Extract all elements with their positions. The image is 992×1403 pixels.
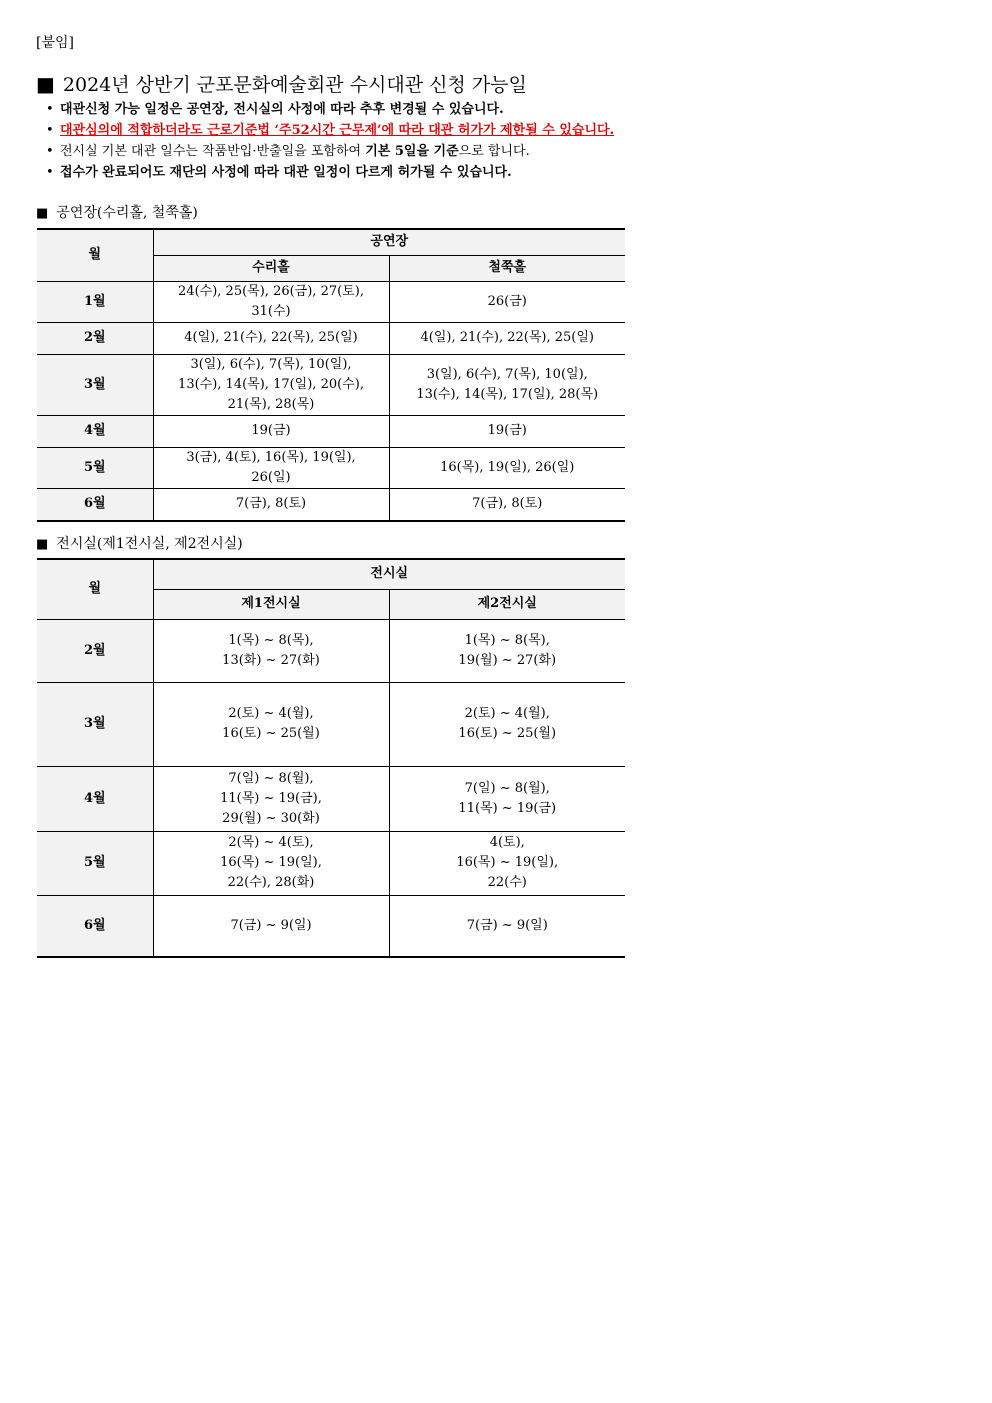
attachment-label: [붙임] bbox=[36, 35, 74, 51]
suri-hall-cell: 3(일), 6(수), 7(목), 10(일), 13(수), 14(목), 17(일), 20(수), 21(목), 28(목) bbox=[153, 354, 389, 415]
gallery-2-header: 제2전시실 bbox=[389, 589, 625, 619]
page-title-text: 2024년 상반기 군포문화예술회관 수시대관 신청 가능일 bbox=[62, 74, 527, 96]
suri-hall-cell: 7(금), 8(토) bbox=[153, 488, 389, 521]
notice-item bbox=[46, 162, 614, 183]
notice-item bbox=[46, 99, 614, 120]
exhibition-section-title bbox=[36, 533, 243, 553]
suri-hall-header: 수리홀 bbox=[153, 255, 389, 281]
table-row bbox=[37, 895, 625, 957]
cheoljjuk-hall-cell: 3(일), 6(수), 7(목), 10(일), 13(수), 14(목), 17(일), 28(목) bbox=[389, 354, 625, 415]
performance-group-header: 공연장 bbox=[153, 229, 625, 255]
cheoljjuk-hall-cell: 26(금) bbox=[389, 281, 625, 322]
table-row bbox=[37, 281, 625, 322]
gallery-2-cell: 7(일) ~ 8(월), 11(목) ~ 19(금) bbox=[389, 766, 625, 831]
cheoljjuk-hall-cell: 7(금), 8(토) bbox=[389, 488, 625, 521]
performance-schedule-table bbox=[37, 228, 625, 522]
suri-hall-cell: 24(수), 25(목), 26(금), 27(토), 31(수) bbox=[153, 281, 389, 322]
exhibition-schedule-table bbox=[37, 558, 625, 958]
month-cell: 1월 bbox=[37, 281, 153, 322]
gallery-2-cell: 7(금) ~ 9(일) bbox=[389, 895, 625, 957]
cheoljjuk-hall-cell: 16(목), 19(일), 26(일) bbox=[389, 447, 625, 488]
bullet-icon: • bbox=[46, 144, 54, 159]
gallery-1-cell: 2(토) ~ 4(월), 16(토) ~ 25(월) bbox=[153, 682, 389, 766]
suri-hall-cell: 3(금), 4(토), 16(목), 19(일), 26(일) bbox=[153, 447, 389, 488]
table-row bbox=[37, 322, 625, 354]
month-cell: 4월 bbox=[37, 766, 153, 831]
suri-hall-cell: 4(일), 21(수), 22(목), 25(일) bbox=[153, 322, 389, 354]
notice-item bbox=[46, 141, 614, 162]
gallery-1-cell: 7(금) ~ 9(일) bbox=[153, 895, 389, 957]
table-row bbox=[37, 488, 625, 521]
bullet-icon: • bbox=[46, 165, 54, 180]
performance-section-title-text: 공연장(수리홀, 철쭉홀) bbox=[56, 205, 198, 221]
gallery-1-cell: 1(목) ~ 8(목), 13(화) ~ 27(화) bbox=[153, 619, 389, 682]
gallery-2-cell: 2(토) ~ 4(월), 16(토) ~ 25(월) bbox=[389, 682, 625, 766]
gallery-2-cell: 1(목) ~ 8(목), 19(월) ~ 27(화) bbox=[389, 619, 625, 682]
gallery-2-cell: 4(토), 16(목) ~ 19(일), 22(수) bbox=[389, 831, 625, 895]
black-square-icon: ■ bbox=[36, 72, 55, 96]
exhibition-group-header: 전시실 bbox=[153, 559, 625, 589]
table-row bbox=[37, 682, 625, 766]
notice-2-text-b: 기본 5일을 기준 bbox=[365, 144, 459, 159]
notice-2-text-c: 으로 합니다. bbox=[458, 144, 530, 159]
month-cell: 4월 bbox=[37, 415, 153, 447]
page-title bbox=[36, 70, 527, 97]
table-row bbox=[37, 766, 625, 831]
month-cell: 3월 bbox=[37, 354, 153, 415]
cheoljjuk-hall-cell: 4(일), 21(수), 22(목), 25(일) bbox=[389, 322, 625, 354]
bullet-icon: • bbox=[46, 123, 54, 138]
month-cell: 5월 bbox=[37, 831, 153, 895]
month-cell: 3월 bbox=[37, 682, 153, 766]
gallery-1-cell: 2(목) ~ 4(토), 16(목) ~ 19(일), 22(수), 28(화) bbox=[153, 831, 389, 895]
notice-item bbox=[46, 120, 614, 141]
month-cell: 6월 bbox=[37, 488, 153, 521]
table-row bbox=[37, 619, 625, 682]
month-cell: 6월 bbox=[37, 895, 153, 957]
exhibition-section-title-text: 전시실(제1전시실, 제2전시실) bbox=[56, 536, 243, 552]
gallery-1-cell: 7(일) ~ 8(월), 11(목) ~ 19(금), 29(월) ~ 30(화) bbox=[153, 766, 389, 831]
month-cell: 2월 bbox=[37, 619, 153, 682]
notice-1-text: 대관심의에 적합하더라도 근로기준법 ‘주52시간 근무제’에 따라 대관 허가가 제한될 수 있습니다. bbox=[60, 123, 615, 138]
notice-0-text: 대관신청 가능 일정은 공연장, 전시실의 사정에 따라 추후 변경될 수 있습니다. bbox=[60, 102, 504, 117]
notice-2-text-a: 전시실 기본 대관 일수는 작품반입·반출일을 포함하여 bbox=[60, 144, 366, 159]
bullet-icon: • bbox=[46, 102, 54, 117]
cheoljjuk-hall-cell: 19(금) bbox=[389, 415, 625, 447]
month-header: 월 bbox=[37, 229, 153, 281]
table-row bbox=[37, 415, 625, 447]
table-row bbox=[37, 447, 625, 488]
cheoljjuk-hall-header: 철쭉홀 bbox=[389, 255, 625, 281]
black-square-icon: ■ bbox=[36, 206, 49, 221]
suri-hall-cell: 19(금) bbox=[153, 415, 389, 447]
month-header: 월 bbox=[37, 559, 153, 619]
table-row bbox=[37, 831, 625, 895]
notice-list bbox=[46, 99, 614, 183]
gallery-1-header: 제1전시실 bbox=[153, 589, 389, 619]
notice-3-text: 접수가 완료되어도 재단의 사정에 따라 대관 일정이 다르게 허가될 수 있습니다. bbox=[60, 165, 512, 180]
table-row bbox=[37, 354, 625, 415]
black-square-icon: ■ bbox=[36, 537, 49, 552]
performance-section-title bbox=[36, 202, 198, 222]
month-cell: 5월 bbox=[37, 447, 153, 488]
month-cell: 2월 bbox=[37, 322, 153, 354]
